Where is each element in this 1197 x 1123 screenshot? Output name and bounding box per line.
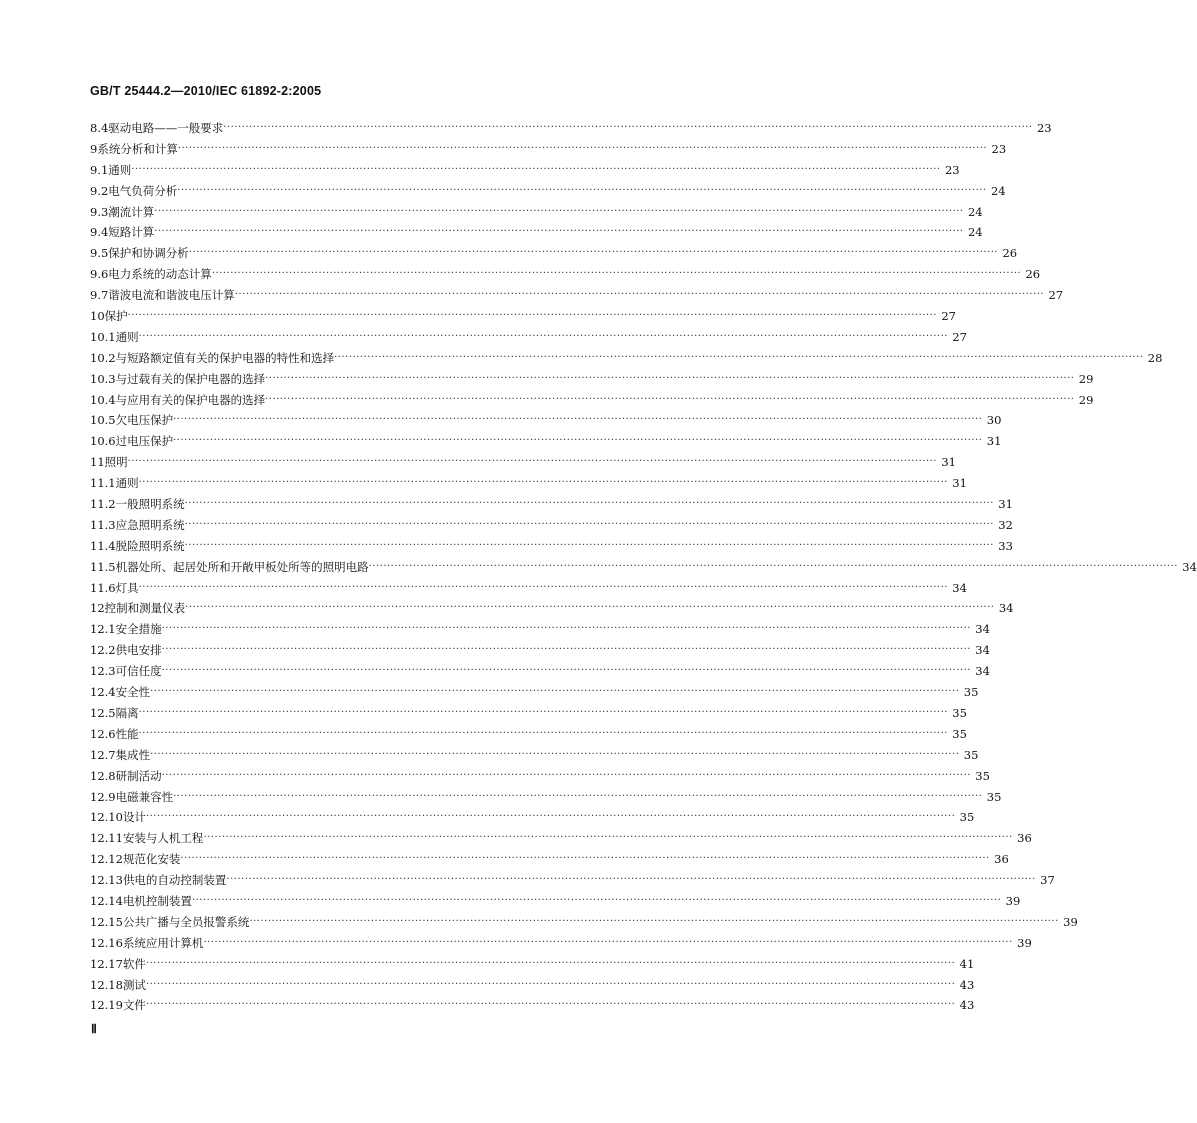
toc-entry-page: 35: [975, 768, 990, 783]
toc-entry[interactable]: [90, 536, 1013, 557]
toc-entry-title: 安装与人机工程: [122, 831, 204, 846]
toc-entry-page: 27: [952, 329, 967, 344]
toc-entry[interactable]: [90, 849, 1009, 870]
toc-entry-number: 11.1: [90, 476, 116, 491]
toc-entry-page: 34: [1182, 559, 1197, 574]
toc-entry-title: 谐波电流和谐波电压计算: [108, 288, 235, 303]
toc-entry[interactable]: [90, 494, 1013, 515]
toc-entry-number: 11.3: [90, 517, 116, 532]
toc-entry[interactable]: [90, 285, 1064, 306]
toc-entry-page: 26: [1025, 267, 1041, 282]
toc-leader-dots: ····························································································································································································································: [368, 560, 1178, 572]
toc-entry-number: 11.6: [90, 580, 116, 595]
toc-entry[interactable]: [90, 222, 983, 243]
toc-leader-dots: ····························································································································································································································: [138, 727, 948, 739]
toc-entry-page: 26: [1002, 246, 1018, 261]
toc-entry-page: 32: [998, 517, 1013, 532]
toc-entry-title: 设计: [122, 810, 146, 825]
toc-entry[interactable]: [90, 348, 1163, 369]
toc-entry-number: 12.15: [90, 914, 123, 929]
toc-entry-number: 10: [90, 309, 105, 324]
toc-leader-dots: ····························································································································································································································: [211, 268, 1022, 280]
toc-entry[interactable]: [90, 515, 1013, 536]
toc-entry-title: 规范化安装: [122, 852, 181, 867]
toc-entry-title: 与过载有关的保护电器的选择: [115, 371, 266, 386]
toc-entry-title: 短路计算: [108, 225, 155, 240]
toc-leader-dots: ····························································································································································································································: [177, 142, 988, 154]
toc-leader-dots: ····························································································································································································································: [234, 289, 1045, 301]
toc-entry-number: 12: [90, 601, 105, 616]
toc-leader-dots: ····························································································································································································································: [226, 874, 1036, 886]
toc-entry-number: 12.16: [90, 935, 123, 950]
toc-entry-page: 35: [952, 705, 967, 720]
toc-entry-page: 34: [975, 643, 990, 658]
toc-entry[interactable]: [90, 243, 1018, 264]
toc-entry-page: 30: [986, 413, 1002, 428]
toc-entry-number: 10.4: [90, 392, 116, 407]
toc-leader-dots: ····························································································································································································································: [265, 393, 1075, 405]
toc-entry-page: 39: [1005, 893, 1021, 908]
toc-entry[interactable]: [90, 181, 1006, 202]
toc-entry-number: 10.2: [90, 350, 116, 365]
toc-entry-title: 研制活动: [115, 768, 162, 783]
toc-entry-page: 35: [952, 726, 967, 741]
toc-entry-page: 35: [959, 810, 975, 825]
toc-leader-dots: ····························································································································································································································: [145, 811, 956, 823]
toc-entry[interactable]: [90, 160, 960, 181]
toc-entry-page: 36: [994, 852, 1009, 867]
toc-entry-title: 一般照明系统: [115, 497, 185, 512]
toc-leader-dots: ····························································································································································································································: [265, 372, 1075, 384]
toc-entry-number: 12.11: [90, 831, 123, 846]
toc-leader-dots: ····························································································································································································································: [161, 665, 971, 677]
toc-entry-number: 10.5: [90, 413, 116, 428]
toc-entry-number: 12.19: [90, 998, 123, 1013]
toc-entry[interactable]: [90, 202, 983, 223]
toc-entry-number: 12.18: [90, 977, 123, 992]
toc-entry-title: 与应用有关的保护电器的选择: [115, 392, 266, 407]
toc-entry-number: 11.5: [90, 559, 116, 574]
toc-entry-number: 9.2: [90, 183, 109, 198]
toc-entry-title: 应急照明系统: [115, 517, 185, 532]
toc-entry-number: 9.7: [90, 288, 109, 303]
toc-leader-dots: ····························································································································································································································: [145, 978, 956, 990]
toc-leader-dots: ····························································································································································································································: [161, 623, 971, 635]
toc-entry[interactable]: [90, 473, 967, 494]
toc-entry-page: 35: [963, 747, 979, 762]
toc-entry-title: 潮流计算: [108, 204, 155, 219]
toc-entry-page: 29: [1078, 392, 1094, 407]
toc-leader-dots: ····························································································································································································································: [173, 435, 983, 447]
toc-entry-number: 12.12: [90, 852, 123, 867]
toc-leader-dots: ····························································································································································································································: [188, 247, 999, 259]
toc-entry-number: 12.5: [90, 705, 116, 720]
toc-entry-page: 24: [967, 204, 983, 219]
toc-leader-dots: ····························································································································································································································: [145, 999, 956, 1011]
toc-entry-title: 与短路额定值有关的保护电器的特性和选择: [115, 350, 335, 365]
toc-entry-title: 电机控制装置: [122, 893, 192, 908]
toc-entry-title: 安全性: [115, 685, 151, 700]
toc-entry-page: 24: [967, 225, 983, 240]
toc-entry[interactable]: [90, 264, 1041, 285]
toc-entry[interactable]: [90, 369, 1094, 390]
toc-entry-number: 8.4: [90, 121, 109, 135]
toc-entry[interactable]: [90, 891, 1021, 912]
toc-leader-dots: ····························································································································································································································: [184, 518, 994, 530]
toc-entry[interactable]: [90, 703, 967, 724]
toc-leader-dots: ····························································································································································································································: [184, 498, 994, 510]
toc-entry[interactable]: [90, 390, 1094, 411]
toc-entry-number: 12.6: [90, 726, 116, 741]
toc-entry[interactable]: [90, 870, 1055, 891]
toc-entry-number: 9.6: [90, 267, 109, 282]
toc-entry-title: 过电压保护: [115, 434, 174, 449]
toc-entry-page: 31: [998, 497, 1013, 512]
toc-entry-page: 36: [1017, 831, 1032, 846]
toc-entry-number: 11.2: [90, 497, 116, 512]
toc-entry[interactable]: [90, 306, 956, 327]
toc-entry-title: 驱动电路——一般要求: [108, 121, 224, 135]
toc-entry-number: 12.4: [90, 685, 116, 700]
toc-leader-dots: ····························································································································································································································: [138, 706, 948, 718]
toc-entry-number: 11.4: [90, 538, 116, 553]
toc-entry-title: 灯具: [115, 580, 139, 595]
toc-entry-title: 安全措施: [115, 622, 162, 637]
toc-entry-title: 系统应用计算机: [122, 935, 204, 950]
toc-leader-dots: ····························································································································································································································: [249, 915, 1059, 927]
toc-leader-dots: ····························································································································································································································: [150, 686, 960, 698]
toc-entry-title: 保护: [104, 309, 128, 324]
toc-entry[interactable]: [90, 912, 1078, 933]
toc-entry-title: 软件: [122, 956, 146, 971]
toc-entry-page: 24: [990, 183, 1006, 198]
toc-leader-dots: ····························································································································································································································: [180, 853, 990, 865]
toc-leader-dots: ····························································································································································································································: [191, 894, 1002, 906]
toc-entry-number: 12.17: [90, 956, 123, 971]
toc-entry-page: 39: [1063, 914, 1078, 929]
toc-entry-page: 39: [1017, 935, 1032, 950]
toc-entry-page: 34: [975, 622, 990, 637]
toc-entry-number: 11: [90, 455, 105, 470]
toc-leader-dots: ····························································································································································································································: [161, 769, 971, 781]
toc-entry[interactable]: [90, 410, 1002, 431]
toc-entry-page: 34: [998, 601, 1014, 616]
toc-entry-title: 通则: [108, 162, 132, 177]
toc-entry[interactable]: [90, 807, 975, 828]
toc-entry-title: 性能: [115, 726, 139, 741]
toc-entry-title: 可信任度: [115, 664, 162, 679]
toc-entry[interactable]: [90, 431, 1002, 452]
toc-leader-dots: ····························································································································································································································: [145, 957, 956, 969]
toc-entry-title: 系统分析和计算: [97, 141, 178, 156]
table-of-contents: [90, 118, 1197, 1016]
toc-leader-dots: ····························································································································································································································: [184, 539, 994, 551]
toc-entry[interactable]: [90, 745, 979, 766]
toc-leader-dots: ····························································································································································································································: [138, 477, 948, 489]
toc-entry[interactable]: [90, 828, 1032, 849]
toc-entry-page: 33: [998, 538, 1013, 553]
toc-leader-dots: ····························································································································································································································: [334, 351, 1144, 363]
toc-leader-dots: ····························································································································································································································: [161, 644, 971, 656]
toc-entry-page: 37: [1040, 873, 1055, 888]
toc-entry-title: 照明: [104, 455, 128, 470]
toc-leader-dots: ····························································································································································································································: [154, 226, 964, 238]
toc-leader-dots: ····························································································································································································································: [131, 163, 941, 175]
toc-entry-number: 12.13: [90, 873, 123, 888]
toc-leader-dots: ····························································································································································································································: [203, 832, 1013, 844]
toc-entry-title: 电气负荷分析: [108, 183, 178, 198]
toc-entry[interactable]: [90, 327, 967, 348]
toc-entry-title: 集成性: [115, 747, 151, 762]
toc-entry-number: 12.2: [90, 643, 116, 658]
toc-entry-number: 12.1: [90, 622, 116, 637]
toc-entry[interactable]: [90, 954, 975, 975]
toc-leader-dots: ····························································································································································································································: [203, 936, 1013, 948]
toc-entry-title: 文件: [122, 998, 146, 1013]
toc-leader-dots: ····························································································································································································································: [138, 581, 948, 593]
toc-entry-number: 9.5: [90, 246, 109, 261]
toc-leader-dots: ····························································································································································································································: [173, 414, 983, 426]
toc-entry[interactable]: [90, 619, 990, 640]
toc-entry-number: 10.3: [90, 371, 116, 386]
toc-leader-dots: ····························································································································································································································: [223, 122, 1033, 133]
toc-entry[interactable]: [90, 661, 990, 682]
toc-entry-page: 34: [975, 664, 990, 679]
toc-leader-dots: ····························································································································································································································: [177, 184, 987, 196]
toc-entry-page: 31: [941, 455, 956, 470]
toc-entry-title: 保护和协调分析: [108, 246, 189, 261]
toc-leader-dots: ····························································································································································································································: [127, 456, 937, 468]
toc-leader-dots: ····························································································································································································································: [150, 748, 960, 760]
toc-entry-number: 12.3: [90, 664, 116, 679]
toc-entry[interactable]: [90, 724, 967, 745]
toc-entry-number: 10.1: [90, 329, 116, 344]
toc-entry-number: 12.8: [90, 768, 116, 783]
toc-entry-number: 12.14: [90, 893, 123, 908]
toc-entry-title: 测试: [122, 977, 146, 992]
toc-entry-page: 23: [991, 141, 1007, 156]
toc-leader-dots: ····························································································································································································································: [127, 310, 937, 322]
toc-entry-page: 43: [959, 998, 975, 1013]
toc-entry-page: 23: [1036, 121, 1052, 135]
toc-entry[interactable]: [90, 933, 1032, 954]
toc-entry-page: 31: [952, 476, 967, 491]
toc-entry-title: 控制和测量仪表: [104, 601, 186, 616]
toc-leader-dots: ····························································································································································································································: [154, 205, 964, 217]
toc-entry-number: 12.10: [90, 810, 123, 825]
toc-entry[interactable]: [90, 787, 1002, 808]
toc-entry[interactable]: [90, 975, 975, 996]
toc-entry-title: 机器处所、起居处所和开敞甲板处所等的照明电路: [115, 559, 369, 574]
toc-entry-number: 9.1: [90, 162, 109, 177]
toc-entry-page: 31: [986, 434, 1002, 449]
toc-entry-number: 12.7: [90, 747, 116, 762]
toc-entry-title: 电磁兼容性: [115, 789, 174, 804]
toc-entry[interactable]: [90, 640, 990, 661]
toc-leader-dots: ····························································································································································································································: [138, 330, 948, 342]
toc-entry[interactable]: [90, 598, 1014, 619]
toc-entry-title: 脱险照明系统: [115, 538, 185, 553]
toc-entry[interactable]: [90, 139, 1007, 160]
toc-entry[interactable]: [90, 118, 1052, 139]
toc-entry-title: 隔离: [115, 705, 139, 720]
toc-entry-title: 通则: [115, 329, 139, 344]
toc-entry-title: 电力系统的动态计算: [108, 267, 212, 282]
toc-entry-page: 35: [986, 789, 1002, 804]
document-header: GB/T 25444.2—2010/IEC 61892-2:2005: [90, 84, 322, 98]
toc-entry[interactable]: [90, 766, 990, 787]
toc-entry-number: 10.6: [90, 434, 116, 449]
toc-entry-page: 29: [1078, 371, 1094, 386]
toc-entry-page: 35: [963, 685, 979, 700]
toc-entry[interactable]: [90, 995, 975, 1016]
toc-entry-number: 9.4: [90, 225, 109, 240]
page-number: Ⅱ: [91, 1022, 97, 1036]
toc-entry-page: 27: [1048, 288, 1064, 303]
toc-entry[interactable]: [90, 452, 956, 473]
toc-entry-page: 28: [1147, 350, 1163, 365]
toc-entry[interactable]: [90, 682, 979, 703]
toc-entry-number: 12.9: [90, 789, 116, 804]
toc-entry-title: 公共广播与全员报警系统: [122, 914, 250, 929]
toc-entry-number: 9.3: [90, 204, 109, 219]
toc-entry-page: 23: [944, 162, 960, 177]
toc-entry-page: 43: [959, 977, 975, 992]
toc-entry-title: 欠电压保护: [115, 413, 174, 428]
toc-leader-dots: ····························································································································································································································: [173, 790, 983, 802]
toc-entry-title: 通则: [115, 476, 139, 491]
toc-entry-page: 27: [941, 309, 956, 324]
toc-entry-number: 9: [90, 141, 98, 156]
toc-entry[interactable]: [90, 557, 1197, 578]
toc-entry-page: 41: [959, 956, 975, 971]
toc-entry-page: 34: [952, 580, 967, 595]
toc-leader-dots: ····························································································································································································································: [185, 602, 995, 614]
toc-entry-title: 供电安排: [115, 643, 162, 658]
toc-entry-title: 供电的自动控制装置: [122, 873, 227, 888]
toc-entry[interactable]: [90, 578, 967, 599]
